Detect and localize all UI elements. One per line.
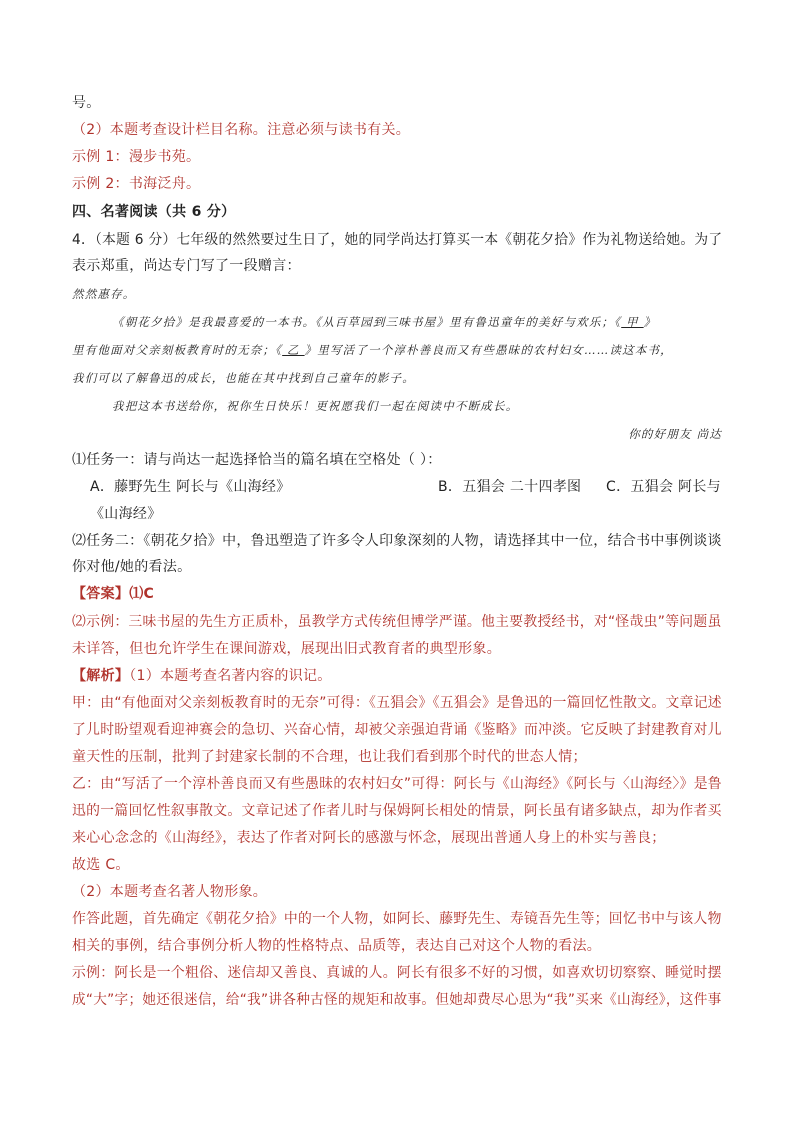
letter-greeting: 然然惠存。 xyxy=(72,287,136,301)
task-2: 你对他/她的看法。 xyxy=(72,559,192,575)
option-c-cont: 《山海经》 xyxy=(90,506,162,522)
analysis-line: 了儿时盼望观看迎神赛会的急切、兴奋心情，却被父亲强迫背诵《鉴略》而冲淡。它反映了封建教育对儿 xyxy=(72,722,722,738)
analysis-line: 成“大”字；她还很迷信，给“我”讲各种古怪的规矩和故事。但她却费尽心思为“我”买来《山海经》，这件事 xyxy=(72,992,722,1008)
answer-2: 未详答，但也允许学生在课间游戏，展现出旧式教育者的典型形象。 xyxy=(72,641,501,657)
analysis-tag: 【解析】 xyxy=(72,668,130,684)
letter-text: 》 xyxy=(643,315,657,329)
analysis-line: 童天性的压制，批判了封建家长制的不合理，也让我们看到那个时代的世态人情； xyxy=(72,749,587,765)
answer-line: （2）本题考查设计栏目名称。注意必须与读书有关。 xyxy=(72,122,411,138)
question-stem: 4．（本题 6 分）七年级的然然要过生日了，她的同学尚达打算买一本《朝花夕拾》作为礼物送给她。为了 xyxy=(72,232,723,248)
answer-tag: 【答案】 xyxy=(72,586,130,602)
option-b: B．五猖会 二十四孝图 xyxy=(438,479,582,495)
letter-text: 》里写活了一个淳朴善良而又有些愚昧的农村妇女……读这本书， xyxy=(304,343,673,357)
example-line: 示例 2：书海泛舟。 xyxy=(72,176,201,192)
example-line: 示例 1：漫步书苑。 xyxy=(72,149,201,165)
section-title: 四、名著阅读（共 6 分） xyxy=(72,204,236,220)
letter-paragraph xyxy=(112,312,656,332)
option-c: C．五猖会 阿长与 xyxy=(606,479,721,495)
analysis-line: 乙：由“写活了一个淳朴善良而又有些愚昧的农村妇女”可得：阿长与《山海经》《阿长与〈山海经〉》是鲁 xyxy=(72,776,722,792)
text-line: 号。 xyxy=(72,95,101,111)
letter-text: 里有他面对父亲刻板教育时的无奈；《 xyxy=(72,343,283,357)
analysis-line: 来心心念念的《山海经》，表达了作者对阿长的感激与怀念，展现出普通人身上的朴实与善良； xyxy=(72,830,666,846)
analysis-line: 甲：由“有他面对父亲刻板教育时的无奈”可得：《五猖会》《五猖会》是鲁迅的一篇回忆性散文。文章记述 xyxy=(72,695,722,711)
option-a: A．藤野先生 阿长与《山海经》 xyxy=(90,479,291,495)
analysis-heading xyxy=(72,666,332,686)
letter-paragraph xyxy=(72,340,673,360)
letter-text: 《朝花夕拾》是我最喜爱的一本书。《从百草园到三味书屋》里有鲁迅童年的美好与欢乐；《 xyxy=(112,315,622,329)
task-1: ⑴任务一：请与尚达一起选择恰当的篇名填在空格处（ ）： xyxy=(72,452,442,468)
analysis-line: 故选 C。 xyxy=(72,857,130,873)
analysis-line: 示例：阿长是一个粗俗、迷信却又善良、真诚的人。阿长有很多不好的习惯，如喜欢切切察察、睡觉时摆 xyxy=(72,965,722,981)
analysis-line: 相关的事例，结合事例分析人物的性格特点、品质等，表达自己对这个人物的看法。 xyxy=(72,938,602,954)
blank-jia: 甲 xyxy=(621,315,644,329)
blank-yi: 乙 xyxy=(282,343,305,357)
task-2: ⑵任务二：《朝花夕拾》中，鲁迅塑造了许多令人印象深刻的人物，请选择其中一位，结合书中事例谈谈 xyxy=(72,533,722,549)
letter-paragraph: 我们可以了解鲁迅的成长，也能在其中找到自己童年的影子。 xyxy=(72,371,415,385)
letter-paragraph: 我把这本书送给你，祝你生日快乐！更祝愿我们一起在阅读中不断成长。 xyxy=(112,399,519,413)
question-stem: 表示郑重，尚达专门写了一段赠言： xyxy=(72,258,301,274)
answer-1: ⑴C xyxy=(129,586,155,602)
analysis-1: （1）本题考查名著内容的识记。 xyxy=(129,668,332,684)
answer-heading xyxy=(72,584,154,604)
analysis-line: 作答此题，首先确定《朝花夕拾》中的一个人物，如阿长、藤野先生、寿镜吾先生等；回忆书中与该人物 xyxy=(72,911,722,927)
letter-signature: 你的好朋友 尚达 xyxy=(628,427,722,441)
analysis-line: （2）本题考查名著人物形象。 xyxy=(72,884,268,900)
answer-2: ⑵示例：三味书屋的先生方正质朴，虽教学方式传统但博学严谨。他主要教授经书，对“怪哉虫”等问题虽 xyxy=(72,614,722,630)
analysis-line: 迅的一篇回忆性叙事散文。文章记述了作者儿时与保姆阿长相处的情景，阿长虽有诸多缺点，却为作者买 xyxy=(72,803,722,819)
